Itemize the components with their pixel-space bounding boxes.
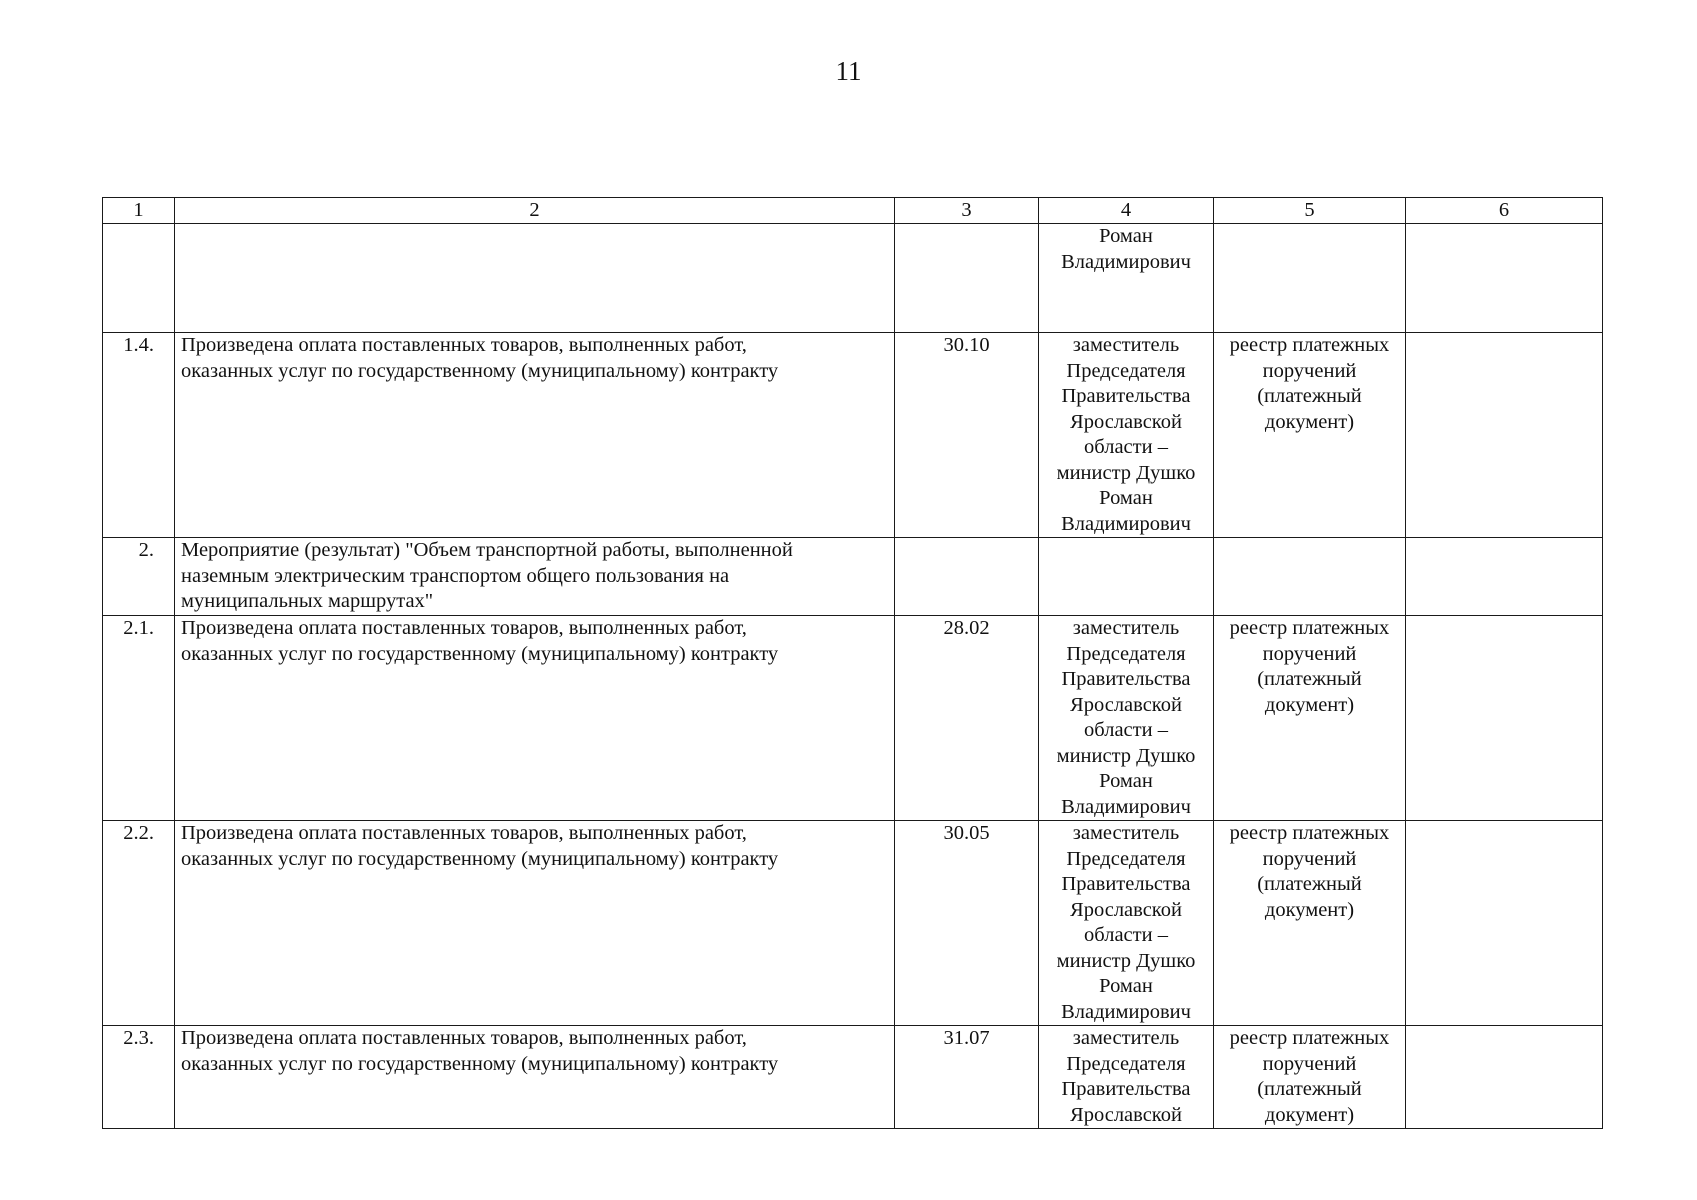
item-document [1214,538,1406,616]
item-note [1406,1026,1603,1129]
item-note [1406,333,1603,538]
document-line: реестр платежных [1229,334,1390,356]
document-line: (платежный [1257,385,1362,407]
table-row [103,1026,1603,1129]
document-line: документ) [1264,693,1355,716]
table-row [103,821,1603,1026]
column-number: 5 [1214,198,1406,224]
item-document [1214,224,1406,333]
item-document [1214,616,1406,821]
responsible-line: Председателя [1066,359,1186,382]
description-line: оказанных услуг по государственному (муниципальному) контракту [181,1052,779,1075]
responsible-line: Правительства [1061,385,1191,407]
item-responsible [1039,1026,1214,1129]
item-responsible [1039,538,1214,616]
description-line: Произведена оплата поставленных товаров, выполненных работ, [181,822,747,844]
document-line: реестр платежных [1229,1027,1390,1049]
document-line: реестр платежных [1229,822,1390,844]
document-line: (платежный [1257,668,1362,690]
item-description [175,1026,895,1129]
table-row [103,616,1603,821]
responsible-line: Роман [1099,225,1153,247]
item-deadline: 28.02 [895,616,1039,821]
item-document [1214,821,1406,1026]
responsible-line: заместитель [1072,617,1180,639]
column-number: 2 [175,198,895,224]
item-number: 2.3. [103,1026,175,1129]
document-line: поручений [1262,847,1357,870]
description-line: оказанных услуг по государственному (муниципальному) контракту [181,359,779,382]
item-document [1214,1026,1406,1129]
document-line: поручений [1262,642,1357,665]
table-row [103,224,1603,333]
responsible-line: области – [1084,924,1168,946]
item-number: 2.2. [103,821,175,1026]
responsible-line: Ярославской [1070,693,1182,716]
item-document [1214,333,1406,538]
item-description [175,821,895,1026]
item-description [175,333,895,538]
document-line: реестр платежных [1229,617,1390,639]
document-line: поручений [1262,359,1357,382]
description-line: оказанных услуг по государственному (муниципальному) контракту [181,642,779,665]
column-number: 3 [895,198,1039,224]
page-number: 11 [835,56,862,86]
table-row [103,538,1603,616]
document-line: документ) [1264,410,1355,433]
item-deadline: 31.07 [895,1026,1039,1129]
document-line: (платежный [1257,873,1362,895]
item-note [1406,821,1603,1026]
description-line: наземным электрическим транспортом общего пользования на [181,564,730,587]
document-line: документ) [1264,1103,1355,1126]
item-number [103,224,175,333]
item-description [175,616,895,821]
responsible-line: Владимирович [1061,1000,1191,1023]
responsible-line: Председателя [1066,1052,1186,1075]
item-note [1406,616,1603,821]
responsible-line: заместитель [1072,334,1180,356]
document-line: (платежный [1257,1078,1362,1100]
item-number: 2. [103,538,175,616]
responsible-line: Владимирович [1061,512,1191,535]
item-responsible [1039,616,1214,821]
responsible-line: Роман [1099,487,1153,509]
responsible-line: Владимирович [1061,795,1191,818]
item-deadline [895,224,1039,333]
item-note [1406,538,1603,616]
column-number-row [103,198,1603,224]
responsible-line: Правительства [1061,873,1191,895]
responsible-line: области – [1084,436,1168,458]
responsible-line: Правительства [1061,1078,1191,1100]
item-deadline [895,538,1039,616]
responsible-line: области – [1084,719,1168,741]
description-line: Произведена оплата поставленных товаров, выполненных работ, [181,334,747,356]
description-line: Произведена оплата поставленных товаров, выполненных работ, [181,617,747,639]
description-line: Мероприятие (результат) "Объем транспортной работы, выполненной [181,539,793,561]
plan-table [102,197,1603,1129]
responsible-line: заместитель [1072,1027,1180,1049]
table-row [103,333,1603,538]
responsible-line: министр Душко [1056,461,1196,484]
item-number: 2.1. [103,616,175,821]
item-number: 1.4. [103,333,175,538]
item-deadline: 30.10 [895,333,1039,538]
column-number: 6 [1406,198,1603,224]
document-line: поручений [1262,1052,1357,1075]
responsible-line: Владимирович [1061,250,1191,273]
item-deadline: 30.05 [895,821,1039,1026]
item-description [175,538,895,616]
description-line: оказанных услуг по государственному (муниципальному) контракту [181,847,779,870]
document-line: документ) [1264,898,1355,921]
responsible-line: заместитель [1072,822,1180,844]
responsible-line: министр Душко [1056,744,1196,767]
item-responsible [1039,333,1214,538]
responsible-line: Ярославской [1070,410,1182,433]
description-line: муниципальных маршрутах" [181,590,434,612]
responsible-line: Правительства [1061,668,1191,690]
column-number: 1 [103,198,175,224]
item-description [175,224,895,333]
column-number: 4 [1039,198,1214,224]
item-responsible [1039,224,1214,333]
responsible-line: Роман [1099,770,1153,792]
responsible-line: Председателя [1066,642,1186,665]
responsible-line: Ярославской [1070,1103,1182,1126]
responsible-line: министр Душко [1056,949,1196,972]
item-note [1406,224,1603,333]
responsible-line: Роман [1099,975,1153,997]
responsible-line: Ярославской [1070,898,1182,921]
item-responsible [1039,821,1214,1026]
description-line: Произведена оплата поставленных товаров, выполненных работ, [181,1027,747,1049]
responsible-line: Председателя [1066,847,1186,870]
